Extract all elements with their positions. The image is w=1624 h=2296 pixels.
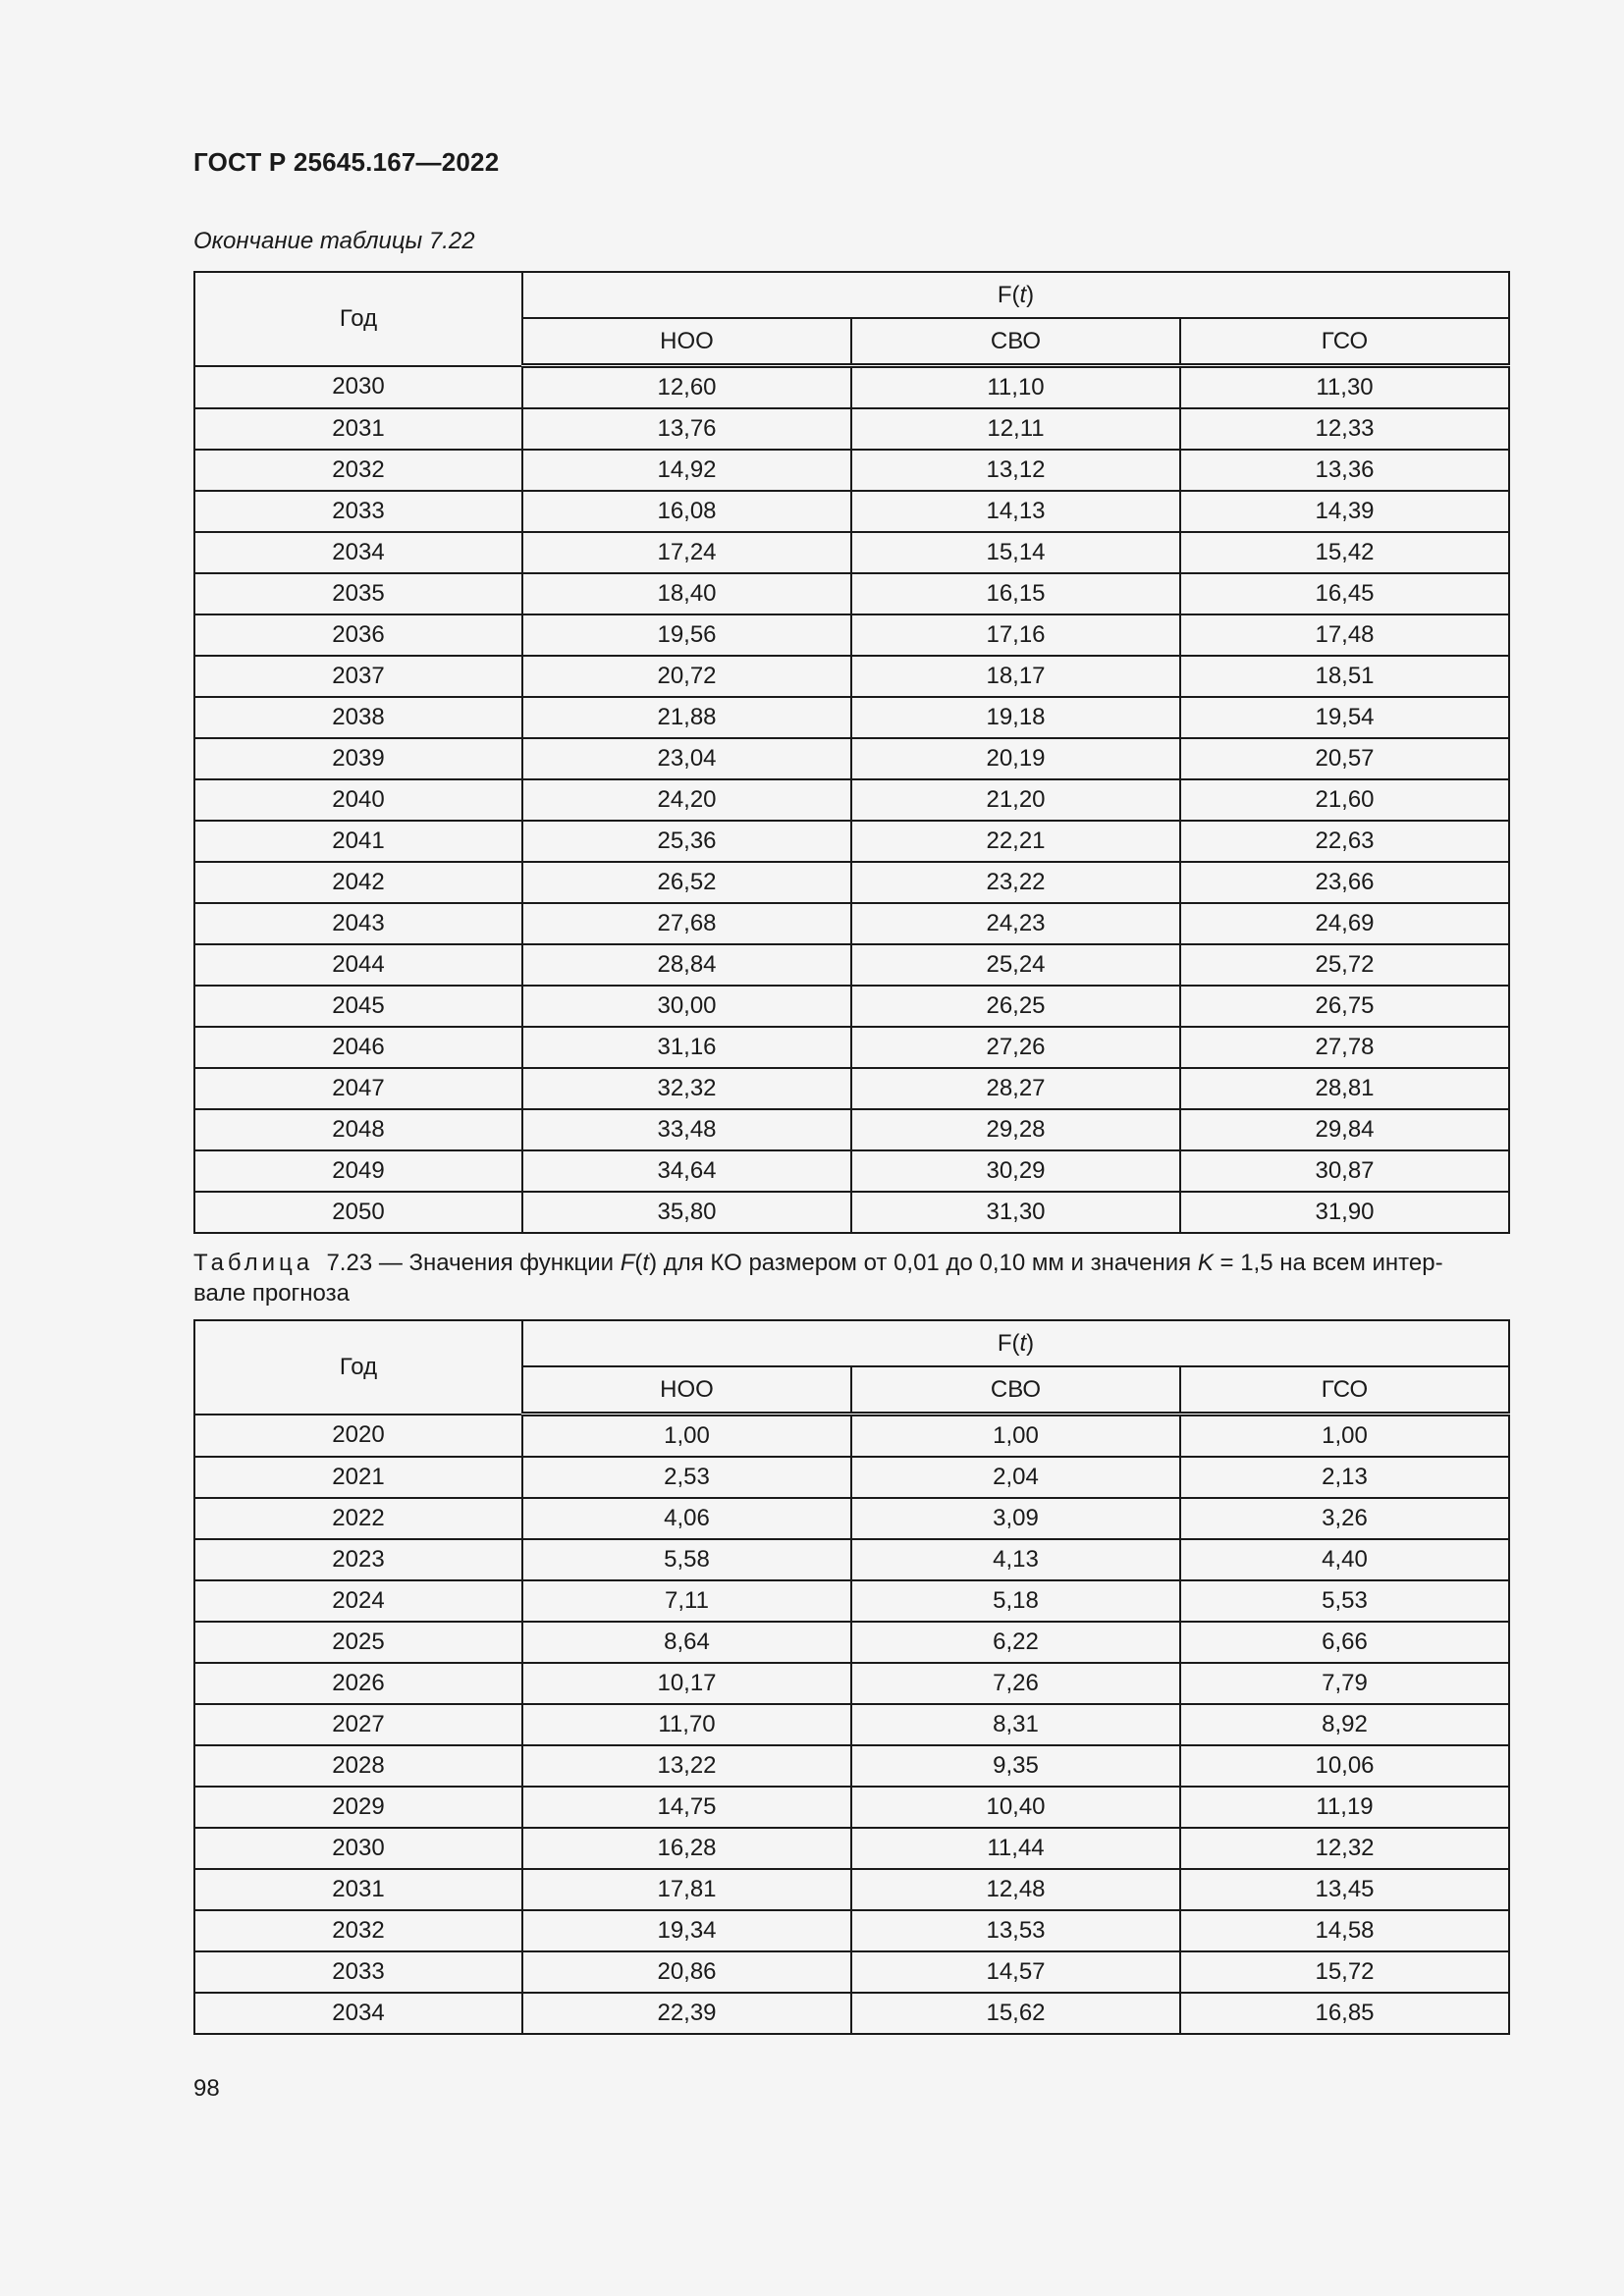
- cell-gso: 14,39: [1180, 491, 1509, 532]
- cell-gso: 22,63: [1180, 821, 1509, 862]
- cell-svo: 14,13: [851, 491, 1180, 532]
- cell-svo: 4,13: [851, 1539, 1180, 1580]
- cell-year: 2024: [194, 1580, 522, 1622]
- cell-noo: 19,34: [522, 1910, 851, 1951]
- caption-text-b: для КО размером от 0,01 до 0,10 мм и значения: [657, 1250, 1198, 1276]
- table-7-23-caption: [193, 1248, 1508, 1308]
- cell-svo: 24,23: [851, 903, 1180, 944]
- cell-year: 2038: [194, 697, 522, 738]
- cell-year: 2022: [194, 1498, 522, 1539]
- cell-svo: 12,11: [851, 408, 1180, 450]
- cell-noo: 32,32: [522, 1068, 851, 1109]
- cell-svo: 16,15: [851, 573, 1180, 614]
- table-row: [194, 1539, 1509, 1580]
- cell-noo: 14,92: [522, 450, 851, 491]
- cell-svo: 11,10: [851, 366, 1180, 409]
- cell-year: 2034: [194, 532, 522, 573]
- cell-year: 2040: [194, 779, 522, 821]
- table-row: [194, 1704, 1509, 1745]
- cell-year: 2033: [194, 491, 522, 532]
- cell-year: 2043: [194, 903, 522, 944]
- cell-noo: 33,48: [522, 1109, 851, 1150]
- cell-gso: 7,79: [1180, 1663, 1509, 1704]
- table-row: [194, 1498, 1509, 1539]
- page-number: 98: [193, 2075, 220, 2102]
- cell-year: 2023: [194, 1539, 522, 1580]
- column-header-noo: НОО: [522, 1366, 851, 1415]
- table-row: [194, 532, 1509, 573]
- caption-paren-open: (: [634, 1250, 643, 1276]
- table-row: [194, 986, 1509, 1027]
- cell-year: 2048: [194, 1109, 522, 1150]
- cell-gso: 23,66: [1180, 862, 1509, 903]
- function-group-header: [522, 272, 1509, 318]
- cell-noo: 16,08: [522, 491, 851, 532]
- cell-year: 2034: [194, 1993, 522, 2034]
- cell-gso: 29,84: [1180, 1109, 1509, 1150]
- cell-svo: 9,35: [851, 1745, 1180, 1787]
- table-row: [194, 1622, 1509, 1663]
- table-row: [194, 1192, 1509, 1233]
- cell-year: 2037: [194, 656, 522, 697]
- cell-gso: 13,36: [1180, 450, 1509, 491]
- cell-noo: 18,40: [522, 573, 851, 614]
- cell-year: 2045: [194, 986, 522, 1027]
- cell-svo: 27,26: [851, 1027, 1180, 1068]
- cell-svo: 11,44: [851, 1828, 1180, 1869]
- cell-noo: 12,60: [522, 366, 851, 409]
- column-header-gso: ГСО: [1180, 1366, 1509, 1415]
- cell-year: 2027: [194, 1704, 522, 1745]
- table-row: [194, 491, 1509, 532]
- cell-noo: 7,11: [522, 1580, 851, 1622]
- table-row: [194, 656, 1509, 697]
- cell-year: 2021: [194, 1457, 522, 1498]
- caption-k-symbol: K: [1197, 1250, 1214, 1276]
- table-row: [194, 1663, 1509, 1704]
- table-row: [194, 944, 1509, 986]
- table-row: [194, 862, 1509, 903]
- cell-year: 2049: [194, 1150, 522, 1192]
- function-variable: t: [1019, 1329, 1027, 1357]
- cell-noo: 34,64: [522, 1150, 851, 1192]
- cell-gso: 6,66: [1180, 1622, 1509, 1663]
- cell-svo: 30,29: [851, 1150, 1180, 1192]
- cell-noo: 20,72: [522, 656, 851, 697]
- cell-year: 2044: [194, 944, 522, 986]
- cell-year: 2020: [194, 1415, 522, 1458]
- function-variable: t: [1019, 281, 1027, 308]
- cell-gso: 3,26: [1180, 1498, 1509, 1539]
- cell-year: 2036: [194, 614, 522, 656]
- caption-text-c: = 1,5 на всем интер-: [1213, 1250, 1443, 1276]
- cell-noo: 35,80: [522, 1192, 851, 1233]
- table-row: [194, 1150, 1509, 1192]
- table-row: [194, 1951, 1509, 1993]
- cell-svo: 3,09: [851, 1498, 1180, 1539]
- cell-gso: 15,72: [1180, 1951, 1509, 1993]
- cell-gso: 16,45: [1180, 573, 1509, 614]
- table-row: [194, 450, 1509, 491]
- cell-gso: 18,51: [1180, 656, 1509, 697]
- cell-noo: 5,58: [522, 1539, 851, 1580]
- cell-noo: 17,24: [522, 532, 851, 573]
- cell-svo: 19,18: [851, 697, 1180, 738]
- cell-gso: 26,75: [1180, 986, 1509, 1027]
- cell-svo: 21,20: [851, 779, 1180, 821]
- caption-text-a: — Значения функции: [378, 1250, 621, 1276]
- cell-year: 2046: [194, 1027, 522, 1068]
- column-header-gso: ГСО: [1180, 318, 1509, 366]
- cell-svo: 22,21: [851, 821, 1180, 862]
- cell-noo: 13,76: [522, 408, 851, 450]
- caption-time-symbol: t: [642, 1250, 650, 1276]
- cell-noo: 4,06: [522, 1498, 851, 1539]
- cell-noo: 19,56: [522, 614, 851, 656]
- cell-noo: 23,04: [522, 738, 851, 779]
- cell-gso: 30,87: [1180, 1150, 1509, 1192]
- cell-gso: 4,40: [1180, 1539, 1509, 1580]
- cell-noo: 16,28: [522, 1828, 851, 1869]
- column-header-svo: СВО: [851, 1366, 1180, 1415]
- table-row: [194, 1910, 1509, 1951]
- cell-noo: 2,53: [522, 1457, 851, 1498]
- cell-gso: 8,92: [1180, 1704, 1509, 1745]
- cell-gso: 13,45: [1180, 1869, 1509, 1910]
- cell-gso: 16,85: [1180, 1993, 1509, 2034]
- table-row: [194, 408, 1509, 450]
- table-row: [194, 738, 1509, 779]
- cell-svo: 5,18: [851, 1580, 1180, 1622]
- table-row: [194, 1993, 1509, 2034]
- cell-gso: 21,60: [1180, 779, 1509, 821]
- cell-svo: 7,26: [851, 1663, 1180, 1704]
- cell-noo: 14,75: [522, 1787, 851, 1828]
- cell-noo: 26,52: [522, 862, 851, 903]
- table-7-23: [193, 1319, 1510, 2035]
- table-row: [194, 779, 1509, 821]
- cell-svo: 8,31: [851, 1704, 1180, 1745]
- column-header-svo: СВО: [851, 318, 1180, 366]
- cell-noo: 30,00: [522, 986, 851, 1027]
- cell-year: 2032: [194, 1910, 522, 1951]
- cell-year: 2041: [194, 821, 522, 862]
- cell-gso: 11,30: [1180, 366, 1509, 409]
- cell-svo: 20,19: [851, 738, 1180, 779]
- cell-noo: 27,68: [522, 903, 851, 944]
- table-row: [194, 903, 1509, 944]
- cell-gso: 24,69: [1180, 903, 1509, 944]
- table-row: [194, 573, 1509, 614]
- caption-text-d: вале прогноза: [193, 1280, 350, 1307]
- table-7-22-end: [193, 271, 1510, 1234]
- cell-svo: 2,04: [851, 1457, 1180, 1498]
- cell-gso: 1,00: [1180, 1415, 1509, 1458]
- cell-noo: 31,16: [522, 1027, 851, 1068]
- caption-paren-close: ): [649, 1250, 658, 1276]
- table-row: [194, 697, 1509, 738]
- cell-noo: 20,86: [522, 1951, 851, 1993]
- function-suffix: ): [1026, 281, 1035, 308]
- cell-svo: 10,40: [851, 1787, 1180, 1828]
- cell-svo: 28,27: [851, 1068, 1180, 1109]
- cell-noo: 1,00: [522, 1415, 851, 1458]
- cell-year: 2025: [194, 1622, 522, 1663]
- cell-noo: 8,64: [522, 1622, 851, 1663]
- table-continuation-caption: Окончание таблицы 7.22: [193, 228, 475, 254]
- table-row: [194, 1068, 1509, 1109]
- table-row: [194, 1869, 1509, 1910]
- cell-svo: 17,16: [851, 614, 1180, 656]
- document-header: ГОСТ Р 25645.167—2022: [193, 147, 500, 177]
- cell-svo: 18,17: [851, 656, 1180, 697]
- cell-year: 2039: [194, 738, 522, 779]
- cell-gso: 12,32: [1180, 1828, 1509, 1869]
- cell-svo: 23,22: [851, 862, 1180, 903]
- table-row: [194, 1457, 1509, 1498]
- cell-year: 2031: [194, 408, 522, 450]
- cell-year: 2033: [194, 1951, 522, 1993]
- cell-noo: 13,22: [522, 1745, 851, 1787]
- cell-noo: 25,36: [522, 821, 851, 862]
- cell-noo: 11,70: [522, 1704, 851, 1745]
- function-group-header: [522, 1320, 1509, 1366]
- cell-svo: 15,14: [851, 532, 1180, 573]
- cell-year: 2029: [194, 1787, 522, 1828]
- cell-gso: 17,48: [1180, 614, 1509, 656]
- cell-svo: 12,48: [851, 1869, 1180, 1910]
- function-suffix: ): [1026, 1329, 1035, 1357]
- cell-year: 2026: [194, 1663, 522, 1704]
- table-row: [194, 1415, 1509, 1458]
- cell-gso: 15,42: [1180, 532, 1509, 573]
- cell-gso: 12,33: [1180, 408, 1509, 450]
- cell-svo: 31,30: [851, 1192, 1180, 1233]
- cell-noo: 21,88: [522, 697, 851, 738]
- year-column-header: Год: [194, 1320, 522, 1415]
- cell-svo: 15,62: [851, 1993, 1180, 2034]
- cell-gso: 31,90: [1180, 1192, 1509, 1233]
- table-row: [194, 1787, 1509, 1828]
- cell-year: 2050: [194, 1192, 522, 1233]
- table-row: [194, 1109, 1509, 1150]
- cell-year: 2030: [194, 1828, 522, 1869]
- cell-year: 2047: [194, 1068, 522, 1109]
- cell-gso: 5,53: [1180, 1580, 1509, 1622]
- cell-gso: 19,54: [1180, 697, 1509, 738]
- table-row: [194, 1745, 1509, 1787]
- table-label: Таблица: [193, 1250, 314, 1276]
- table-row: [194, 1580, 1509, 1622]
- cell-svo: 13,53: [851, 1910, 1180, 1951]
- cell-noo: 22,39: [522, 1993, 851, 2034]
- table-row: [194, 1828, 1509, 1869]
- cell-gso: 14,58: [1180, 1910, 1509, 1951]
- cell-svo: 13,12: [851, 450, 1180, 491]
- column-header-noo: НОО: [522, 318, 851, 366]
- cell-gso: 28,81: [1180, 1068, 1509, 1109]
- cell-noo: 17,81: [522, 1869, 851, 1910]
- cell-noo: 10,17: [522, 1663, 851, 1704]
- table-row: [194, 366, 1509, 409]
- function-prefix: F(: [997, 1329, 1020, 1357]
- table-row: [194, 614, 1509, 656]
- cell-gso: 11,19: [1180, 1787, 1509, 1828]
- table-row: [194, 821, 1509, 862]
- cell-svo: 6,22: [851, 1622, 1180, 1663]
- function-prefix: F(: [997, 281, 1020, 308]
- cell-svo: 1,00: [851, 1415, 1180, 1458]
- cell-gso: 2,13: [1180, 1457, 1509, 1498]
- cell-svo: 14,57: [851, 1951, 1180, 1993]
- year-column-header: Год: [194, 272, 522, 366]
- cell-year: 2032: [194, 450, 522, 491]
- cell-svo: 29,28: [851, 1109, 1180, 1150]
- cell-gso: 20,57: [1180, 738, 1509, 779]
- cell-noo: 28,84: [522, 944, 851, 986]
- cell-gso: 27,78: [1180, 1027, 1509, 1068]
- table-row: [194, 1027, 1509, 1068]
- cell-gso: 25,72: [1180, 944, 1509, 986]
- cell-year: 2042: [194, 862, 522, 903]
- caption-function-symbol: F: [620, 1250, 635, 1276]
- cell-year: 2031: [194, 1869, 522, 1910]
- cell-gso: 10,06: [1180, 1745, 1509, 1787]
- cell-svo: 26,25: [851, 986, 1180, 1027]
- cell-year: 2035: [194, 573, 522, 614]
- cell-year: 2030: [194, 366, 522, 409]
- table-number: 7.23: [326, 1250, 373, 1276]
- cell-svo: 25,24: [851, 944, 1180, 986]
- cell-year: 2028: [194, 1745, 522, 1787]
- cell-noo: 24,20: [522, 779, 851, 821]
